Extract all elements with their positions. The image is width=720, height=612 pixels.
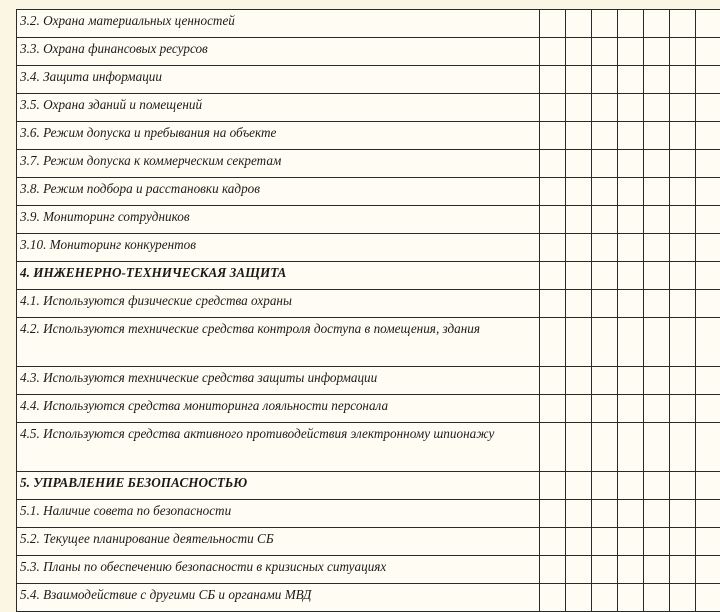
mark-cell (540, 234, 566, 262)
mark-cell (540, 472, 566, 500)
mark-cell (592, 122, 618, 150)
mark-cell (540, 367, 566, 395)
table-row (17, 206, 720, 234)
mark-cell (670, 472, 696, 500)
mark-cell (566, 122, 592, 150)
mark-cell (670, 290, 696, 318)
row-label: 3.3. Охрана финансовых ресурсов (17, 38, 540, 66)
mark-cell (670, 206, 696, 234)
row-label: 3.7. Режим допуска к коммерческим секретам (17, 150, 540, 178)
section-heading: 4. ИНЖЕНЕРНО-ТЕХНИЧЕСКАЯ ЗАЩИТА (17, 262, 540, 290)
mark-cell (644, 395, 670, 423)
table-row (17, 38, 720, 66)
mark-cell (670, 528, 696, 556)
mark-cell (670, 500, 696, 528)
mark-cell (618, 584, 644, 612)
mark-cell (592, 10, 618, 38)
mark-cell (618, 178, 644, 206)
table-row (17, 10, 720, 38)
table-row (17, 178, 720, 206)
mark-cell (540, 290, 566, 318)
mark-cell (696, 122, 720, 150)
mark-cell (592, 94, 618, 122)
mark-cell (618, 94, 644, 122)
mark-cell (566, 262, 592, 290)
table-row (17, 234, 720, 262)
row-label: 5.3. Планы по обеспечению безопасности в кризисных ситуациях (17, 556, 540, 584)
mark-cell (670, 94, 696, 122)
mark-cell (644, 528, 670, 556)
mark-cell (696, 178, 720, 206)
table-row (17, 290, 720, 318)
mark-cell (670, 234, 696, 262)
mark-cell (696, 66, 720, 94)
row-label: 3.5. Охрана зданий и помещений (17, 94, 540, 122)
table-row (17, 395, 720, 423)
mark-cell (618, 556, 644, 584)
row-label: 4.1. Используются физические средства охраны (17, 290, 540, 318)
mark-cell (696, 150, 720, 178)
mark-cell (670, 395, 696, 423)
mark-cell (644, 234, 670, 262)
row-label: 4.3. Используются технические средства защиты информации (17, 367, 540, 395)
mark-cell (592, 262, 618, 290)
row-label: 3.9. Мониторинг сотрудников (17, 206, 540, 234)
mark-cell (670, 556, 696, 584)
mark-cell (540, 318, 566, 367)
row-label: 3.10. Мониторинг конкурентов (17, 234, 540, 262)
mark-cell (592, 367, 618, 395)
table-row (17, 556, 720, 584)
mark-cell (592, 150, 618, 178)
mark-cell (644, 122, 670, 150)
mark-cell (540, 556, 566, 584)
mark-cell (644, 10, 670, 38)
mark-cell (566, 150, 592, 178)
row-label: 3.4. Защита информации (17, 66, 540, 94)
mark-cell (670, 262, 696, 290)
mark-cell (618, 395, 644, 423)
mark-cell (618, 234, 644, 262)
mark-cell (540, 423, 566, 472)
mark-cell (566, 10, 592, 38)
mark-cell (540, 66, 566, 94)
row-label: 5.4. Взаимодействие с другими СБ и органами МВД (17, 584, 540, 612)
mark-cell (644, 66, 670, 94)
row-label: 4.2. Используются технические средства контроля доступа в помещения, здания (17, 318, 540, 367)
mark-cell (644, 367, 670, 395)
mark-cell (592, 472, 618, 500)
mark-cell (592, 318, 618, 367)
mark-cell (670, 318, 696, 367)
mark-cell (592, 178, 618, 206)
mark-cell (566, 423, 592, 472)
mark-cell (618, 262, 644, 290)
mark-cell (670, 10, 696, 38)
mark-cell (540, 500, 566, 528)
mark-cell (644, 472, 670, 500)
row-label: 4.4. Используются средства мониторинга лояльности персонала (17, 395, 540, 423)
table-row (17, 66, 720, 94)
mark-cell (696, 367, 720, 395)
mark-cell (540, 584, 566, 612)
mark-cell (618, 38, 644, 66)
mark-cell (618, 206, 644, 234)
mark-cell (618, 318, 644, 367)
security-checklist-table (16, 9, 720, 612)
mark-cell (644, 423, 670, 472)
mark-cell (592, 38, 618, 66)
mark-cell (670, 367, 696, 395)
mark-cell (540, 206, 566, 234)
mark-cell (696, 262, 720, 290)
mark-cell (696, 584, 720, 612)
mark-cell (644, 262, 670, 290)
mark-cell (618, 122, 644, 150)
mark-cell (644, 584, 670, 612)
mark-cell (644, 94, 670, 122)
mark-cell (644, 500, 670, 528)
table-row (17, 122, 720, 150)
mark-cell (696, 423, 720, 472)
row-label: 3.8. Режим подбора и расстановки кадров (17, 178, 540, 206)
mark-cell (618, 528, 644, 556)
mark-cell (644, 556, 670, 584)
section-row (17, 262, 720, 290)
mark-cell (696, 472, 720, 500)
mark-cell (670, 38, 696, 66)
mark-cell (618, 66, 644, 94)
mark-cell (670, 122, 696, 150)
mark-cell (696, 234, 720, 262)
mark-cell (566, 234, 592, 262)
mark-cell (644, 178, 670, 206)
mark-cell (592, 395, 618, 423)
row-label: 4.5. Используются средства активного противодействия электронному шпионажу (17, 423, 540, 472)
mark-cell (566, 500, 592, 528)
row-label: 3.6. Режим допуска и пребывания на объекте (17, 122, 540, 150)
mark-cell (566, 94, 592, 122)
mark-cell (540, 122, 566, 150)
mark-cell (592, 66, 618, 94)
mark-cell (644, 290, 670, 318)
mark-cell (618, 290, 644, 318)
mark-cell (566, 528, 592, 556)
mark-cell (540, 528, 566, 556)
mark-cell (696, 528, 720, 556)
mark-cell (618, 423, 644, 472)
mark-cell (592, 584, 618, 612)
mark-cell (618, 472, 644, 500)
mark-cell (592, 500, 618, 528)
mark-cell (696, 290, 720, 318)
table-row (17, 150, 720, 178)
table-row (17, 528, 720, 556)
table-row (17, 318, 720, 367)
mark-cell (644, 318, 670, 367)
mark-cell (566, 290, 592, 318)
mark-cell (696, 94, 720, 122)
table-row (17, 584, 720, 612)
row-label: 5.1. Наличие совета по безопасности (17, 500, 540, 528)
mark-cell (696, 318, 720, 367)
mark-cell (566, 66, 592, 94)
section-row (17, 472, 720, 500)
mark-cell (592, 423, 618, 472)
mark-cell (618, 150, 644, 178)
mark-cell (618, 500, 644, 528)
mark-cell (670, 150, 696, 178)
mark-cell (540, 38, 566, 66)
mark-cell (592, 234, 618, 262)
mark-cell (566, 318, 592, 367)
mark-cell (696, 206, 720, 234)
row-label: 3.2. Охрана материальных ценностей (17, 10, 540, 38)
mark-cell (696, 38, 720, 66)
mark-cell (670, 178, 696, 206)
mark-cell (670, 584, 696, 612)
table-row (17, 423, 720, 472)
mark-cell (644, 150, 670, 178)
mark-cell (696, 500, 720, 528)
mark-cell (566, 395, 592, 423)
mark-cell (540, 10, 566, 38)
mark-cell (644, 206, 670, 234)
mark-cell (540, 262, 566, 290)
mark-cell (540, 395, 566, 423)
mark-cell (566, 556, 592, 584)
mark-cell (540, 150, 566, 178)
mark-cell (592, 290, 618, 318)
table-row (17, 500, 720, 528)
mark-cell (670, 423, 696, 472)
mark-cell (566, 178, 592, 206)
table-row (17, 367, 720, 395)
row-label: 5.2. Текущее планирование деятельности СБ (17, 528, 540, 556)
mark-cell (644, 38, 670, 66)
mark-cell (592, 556, 618, 584)
mark-cell (566, 472, 592, 500)
mark-cell (540, 178, 566, 206)
table-row (17, 94, 720, 122)
section-heading: 5. УПРАВЛЕНИЕ БЕЗОПАСНОСТЬЮ (17, 472, 540, 500)
mark-cell (592, 206, 618, 234)
mark-cell (618, 10, 644, 38)
mark-cell (540, 94, 566, 122)
mark-cell (592, 528, 618, 556)
mark-cell (566, 38, 592, 66)
mark-cell (566, 206, 592, 234)
mark-cell (696, 395, 720, 423)
mark-cell (618, 367, 644, 395)
mark-cell (566, 367, 592, 395)
mark-cell (696, 10, 720, 38)
mark-cell (566, 584, 592, 612)
mark-cell (670, 66, 696, 94)
mark-cell (696, 556, 720, 584)
